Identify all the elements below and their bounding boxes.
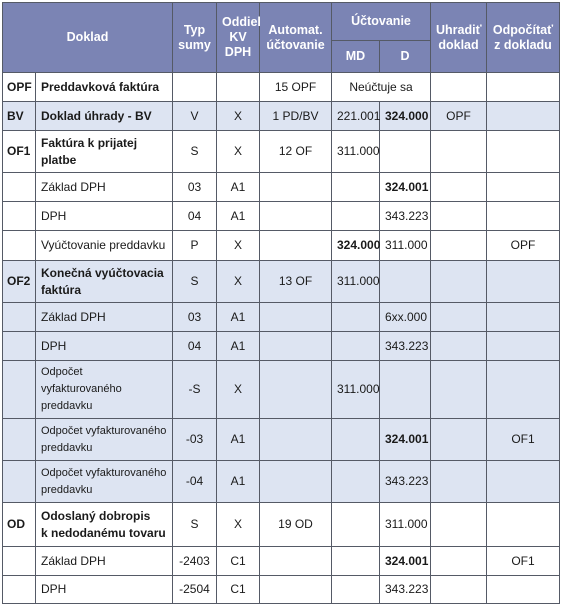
table-row xyxy=(3,173,560,202)
row-odpocitat: OF1 xyxy=(487,419,560,461)
row-odpocitat xyxy=(487,73,560,102)
row-name: Základ DPH xyxy=(36,547,173,576)
row-code: OD xyxy=(3,503,36,547)
row-uhradit xyxy=(431,461,487,503)
row-auto xyxy=(260,576,332,604)
table-row xyxy=(3,547,560,576)
row-name: DPH xyxy=(36,332,173,361)
header-oddiel-kv-dph: Oddiel KV DPH xyxy=(217,3,260,73)
row-oddiel: A1 xyxy=(217,461,260,503)
row-oddiel: A1 xyxy=(217,173,260,202)
row-oddiel: X xyxy=(217,503,260,547)
row-typ: 03 xyxy=(173,173,217,202)
row-uhradit xyxy=(431,547,487,576)
row-md xyxy=(332,173,380,202)
row-typ xyxy=(173,73,217,102)
table-row xyxy=(3,261,560,303)
row-oddiel: C1 xyxy=(217,547,260,576)
row-md xyxy=(332,576,380,604)
row-auto: 15 OPF xyxy=(260,73,332,102)
row-code xyxy=(3,303,36,332)
header-uctovanie: Účtovanie xyxy=(332,3,431,41)
row-typ: 03 xyxy=(173,303,217,332)
row-md: 311.000 xyxy=(332,131,380,173)
row-oddiel: X xyxy=(217,131,260,173)
row-name: DPH xyxy=(36,576,173,604)
row-uhradit xyxy=(431,332,487,361)
row-code xyxy=(3,332,36,361)
row-oddiel: X xyxy=(217,231,260,261)
header-typ-sumy: Typ sumy xyxy=(173,3,217,73)
row-typ: S xyxy=(173,503,217,547)
header-odpocitat-z-dokladu: Odpočítať z dokladu xyxy=(487,3,560,73)
table-row xyxy=(3,503,560,547)
table-row xyxy=(3,231,560,261)
row-uhradit xyxy=(431,361,487,419)
table-row xyxy=(3,102,560,131)
row-name: Faktúra k prijatej platbe xyxy=(36,131,173,173)
row-d: 324.001 xyxy=(380,547,431,576)
table-row xyxy=(3,461,560,503)
row-code: OF2 xyxy=(3,261,36,303)
table-row xyxy=(3,332,560,361)
row-md xyxy=(332,547,380,576)
row-uhradit xyxy=(431,73,487,102)
row-oddiel: A1 xyxy=(217,419,260,461)
row-oddiel: C1 xyxy=(217,576,260,604)
row-odpocitat xyxy=(487,202,560,231)
row-odpocitat xyxy=(487,131,560,173)
row-odpocitat xyxy=(487,173,560,202)
row-auto xyxy=(260,231,332,261)
row-name: Odpočet vyfakturovaného preddavku xyxy=(36,419,173,461)
table-row xyxy=(3,361,560,419)
row-uhradit: OPF xyxy=(431,102,487,131)
row-auto: 19 OD xyxy=(260,503,332,547)
row-uhradit xyxy=(431,261,487,303)
table-row xyxy=(3,576,560,604)
row-name: Konečná vyúčtovacia faktúra xyxy=(36,261,173,303)
row-name: DPH xyxy=(36,202,173,231)
table-row xyxy=(3,419,560,461)
row-code xyxy=(3,202,36,231)
row-d: 324.000 xyxy=(380,102,431,131)
row-auto xyxy=(260,332,332,361)
row-auto: 1 PD/BV xyxy=(260,102,332,131)
row-code: OF1 xyxy=(3,131,36,173)
row-code: BV xyxy=(3,102,36,131)
row-typ: S xyxy=(173,131,217,173)
row-md xyxy=(332,332,380,361)
row-uhradit xyxy=(431,173,487,202)
row-typ: -S xyxy=(173,361,217,419)
header-uhradit-doklad: Uhradiť doklad xyxy=(431,3,487,73)
row-typ: P xyxy=(173,231,217,261)
row-name: Odpočet vyfakturovaného preddavku xyxy=(36,461,173,503)
row-md xyxy=(332,503,380,547)
row-typ: 04 xyxy=(173,202,217,231)
row-typ: -2504 xyxy=(173,576,217,604)
row-d xyxy=(380,261,431,303)
row-code: OPF xyxy=(3,73,36,102)
accounting-table xyxy=(2,2,560,604)
row-odpocitat xyxy=(487,303,560,332)
row-d: 343.223 xyxy=(380,332,431,361)
table-row xyxy=(3,303,560,332)
row-odpocitat: OF1 xyxy=(487,547,560,576)
row-auto xyxy=(260,303,332,332)
row-odpocitat xyxy=(487,461,560,503)
row-d: 311.000 xyxy=(380,231,431,261)
row-name: Preddavková faktúra xyxy=(36,73,173,102)
row-odpocitat xyxy=(487,576,560,604)
row-auto xyxy=(260,361,332,419)
row-oddiel: X xyxy=(217,361,260,419)
row-typ: -04 xyxy=(173,461,217,503)
row-typ: 04 xyxy=(173,332,217,361)
row-md xyxy=(332,419,380,461)
row-md xyxy=(332,202,380,231)
row-d xyxy=(380,361,431,419)
row-name: Základ DPH xyxy=(36,303,173,332)
row-code xyxy=(3,547,36,576)
row-md: 311.000 xyxy=(332,361,380,419)
row-auto: 13 OF xyxy=(260,261,332,303)
row-uhradit xyxy=(431,303,487,332)
row-uhradit xyxy=(431,231,487,261)
row-uhradit xyxy=(431,503,487,547)
row-typ: S xyxy=(173,261,217,303)
row-auto xyxy=(260,547,332,576)
row-code xyxy=(3,419,36,461)
row-odpocitat: OPF xyxy=(487,231,560,261)
row-d: 6xx.000 xyxy=(380,303,431,332)
row-code xyxy=(3,576,36,604)
row-auto xyxy=(260,419,332,461)
row-auto: 12 OF xyxy=(260,131,332,173)
row-d: 343.223 xyxy=(380,461,431,503)
table-row xyxy=(3,73,560,102)
row-md xyxy=(332,303,380,332)
header-automat-uctovanie: Automat. účtovanie xyxy=(260,3,332,73)
row-code xyxy=(3,361,36,419)
row-md: 221.001 xyxy=(332,102,380,131)
row-oddiel: A1 xyxy=(217,303,260,332)
row-d: 343.223 xyxy=(380,576,431,604)
row-d: 324.001 xyxy=(380,419,431,461)
table-row xyxy=(3,202,560,231)
row-typ: -2403 xyxy=(173,547,217,576)
header-md: MD xyxy=(332,41,380,73)
row-oddiel xyxy=(217,73,260,102)
header-doklad: Doklad xyxy=(3,3,173,73)
row-code xyxy=(3,231,36,261)
row-oddiel: X xyxy=(217,102,260,131)
row-d: 311.000 xyxy=(380,503,431,547)
row-oddiel: X xyxy=(217,261,260,303)
row-name: Doklad úhrady - BV xyxy=(36,102,173,131)
row-uhradit xyxy=(431,576,487,604)
row-name: Základ DPH xyxy=(36,173,173,202)
row-typ: V xyxy=(173,102,217,131)
row-odpocitat xyxy=(487,261,560,303)
row-md: 311.000 xyxy=(332,261,380,303)
row-d xyxy=(380,131,431,173)
row-oddiel: A1 xyxy=(217,202,260,231)
row-uhradit xyxy=(431,202,487,231)
row-name: Odoslaný dobropis k nedodanému tovaru xyxy=(36,503,173,547)
row-oddiel: A1 xyxy=(217,332,260,361)
row-d: 343.223 xyxy=(380,202,431,231)
row-odpocitat xyxy=(487,332,560,361)
row-odpocitat xyxy=(487,102,560,131)
row-auto xyxy=(260,461,332,503)
row-name: Vyúčtovanie preddavku xyxy=(36,231,173,261)
row-auto xyxy=(260,173,332,202)
row-uhradit xyxy=(431,131,487,173)
row-code xyxy=(3,173,36,202)
row-auto xyxy=(260,202,332,231)
row-code xyxy=(3,461,36,503)
row-odpocitat xyxy=(487,503,560,547)
row-uhradit xyxy=(431,419,487,461)
row-md xyxy=(332,461,380,503)
row-d: 324.001 xyxy=(380,173,431,202)
row-uctovanie-merged: Neúčtuje sa xyxy=(332,73,431,102)
row-md: 324.000 xyxy=(332,231,380,261)
table-row xyxy=(3,131,560,173)
row-typ: -03 xyxy=(173,419,217,461)
row-odpocitat xyxy=(487,361,560,419)
row-name: Odpočet vyfakturovaného preddavku xyxy=(36,361,173,419)
header-d: D xyxy=(380,41,431,73)
